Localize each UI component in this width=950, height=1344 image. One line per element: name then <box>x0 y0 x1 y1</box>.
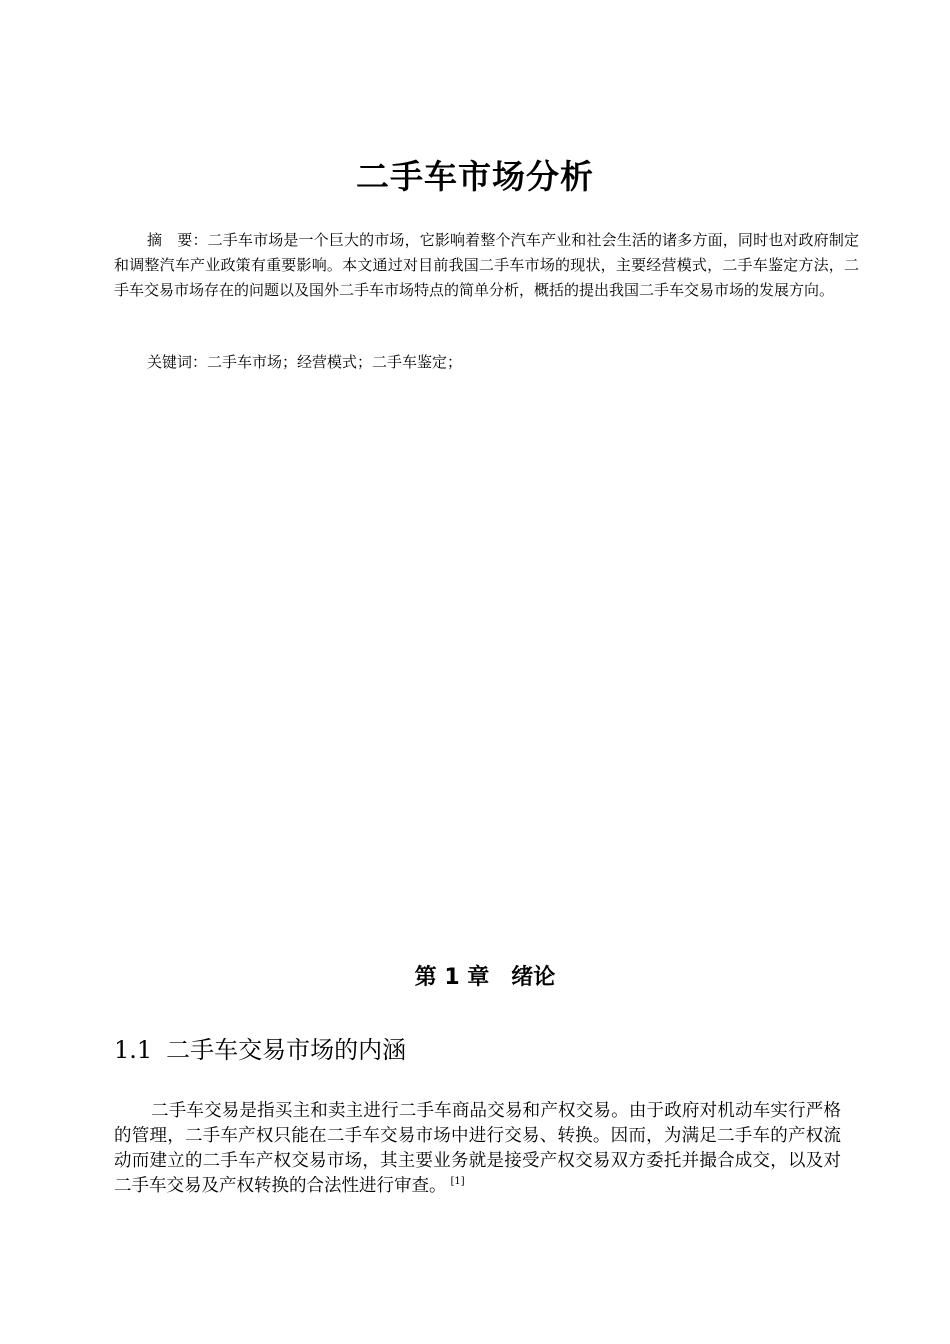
keywords-text: 二手车市场；经营模式；二手车鉴定； <box>207 353 463 371</box>
abstract-label: 摘 要： <box>147 231 208 249</box>
citation-marker[interactable]: [1] <box>450 1176 465 1188</box>
keywords-line <box>147 350 462 375</box>
abstract-paragraph <box>114 228 859 303</box>
section-number: 1.1 <box>114 1036 153 1064</box>
chapter-heading: 第 1 章 绪论 <box>414 965 556 990</box>
document-title: 二手车市场分析 <box>356 157 594 196</box>
section-title: 二手车交易市场的内涵 <box>166 1036 407 1064</box>
keywords-label: 关键词： <box>147 353 208 371</box>
body-paragraph <box>114 1099 841 1199</box>
body-paragraph-text: 二手车交易是指买主和卖主进行二手车商品交易和产权交易。由于政府对机动车实行严格的管理，二手车产权只能在二手车交易市场中进行交易、转换。因而，为满足二手车的产权流动而建立的二手车产权交易市场，其主要业务就是接受产权交易双方委托并撮合成交，以及对二手车交易及产权转换的合法性进行审查。 <box>114 1101 841 1196</box>
section-heading <box>114 1030 406 1070</box>
abstract-text: 二手车市场是一个巨大的市场，它影响着整个汽车产业和社会生活的诸多方面，同时也对政府制定和调整汽车产业政策有重要影响。本文通过对目前我国二手车市场的现状，主要经营模式，二手车鉴定方法，二手车交易市场存在的问题以及国外二手车市场特点的简单分析，概括的提出我国二手车交易市场的发展方向。 <box>114 231 859 299</box>
